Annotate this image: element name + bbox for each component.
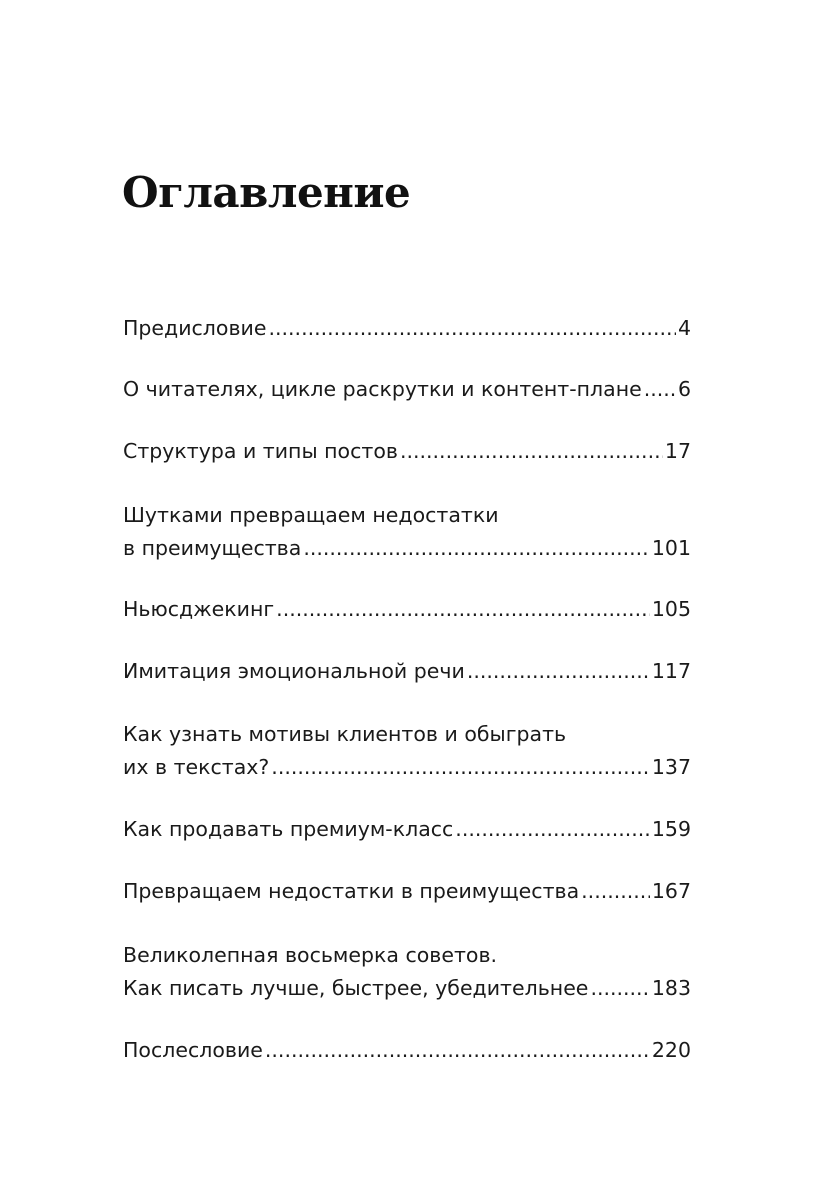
toc-entry-page: 101	[651, 536, 691, 560]
toc-entry-page: 183	[651, 976, 691, 1000]
dot-leader	[644, 373, 676, 406]
toc-entry-jokes[interactable]	[123, 499, 691, 565]
dot-leader	[590, 972, 649, 1005]
toc-entry-premium[interactable]	[123, 813, 691, 846]
toc-entry-structure[interactable]	[123, 435, 691, 468]
toc-entry-motives[interactable]	[123, 718, 691, 784]
toc-entry-title-line1: Великолепная восьмерка советов.	[123, 943, 498, 967]
dot-leader	[467, 655, 650, 688]
dot-leader	[276, 593, 650, 626]
dot-leader	[303, 532, 650, 565]
dot-leader	[271, 751, 650, 784]
page-title: Оглавление	[122, 168, 411, 217]
toc-entry-page: 159	[651, 817, 691, 841]
toc-entry-page: 105	[651, 597, 691, 621]
toc-entry-page: 117	[651, 659, 691, 683]
toc-entry-flaws-to-benefits[interactable]	[123, 875, 691, 908]
toc-entry-page: 220	[651, 1038, 691, 1062]
toc-entry-page: 17	[664, 439, 691, 463]
toc-entry-eight-tips[interactable]	[123, 939, 691, 1005]
toc-entry-title-line1: Шутками превращаем недостатки	[123, 503, 499, 527]
dot-leader	[455, 813, 650, 846]
toc-entry-title: Имитация эмоциональной речи	[123, 659, 465, 683]
toc-entry-title: Как писать лучше, быстрее, убедительнее	[123, 976, 589, 1000]
dot-leader	[581, 875, 650, 908]
dot-leader	[265, 1034, 650, 1067]
toc-entry-title: Ньюсджекинг	[123, 597, 275, 621]
toc-entry-title: их в текстах?	[123, 755, 270, 779]
toc-entry-readers[interactable]	[123, 373, 691, 406]
toc-entry-title: О читателях, цикле раскрутки и контент-плане	[123, 377, 642, 401]
toc-entry-page: 167	[651, 879, 691, 903]
toc-entry-title: в преимущества	[123, 536, 302, 560]
toc-entry-title-line1: Как узнать мотивы клиентов и обыграть	[123, 722, 567, 746]
toc-entry-title: Превращаем недостатки в преимущества	[123, 879, 580, 903]
toc-entry-title: Как продавать премиум-класс	[123, 817, 454, 841]
toc-entry-title: Предисловие	[123, 316, 267, 340]
toc-entry-newsjacking[interactable]	[123, 593, 691, 626]
toc-entry-title: Послесловие	[123, 1038, 263, 1062]
toc-entry-emotional-speech[interactable]	[123, 655, 691, 688]
toc-entry-page: 6	[677, 377, 691, 401]
toc-entry-foreword[interactable]	[123, 312, 691, 345]
dot-leader	[400, 435, 663, 468]
dot-leader	[268, 312, 675, 345]
toc-entry-page: 137	[651, 755, 691, 779]
toc-entry-page: 4	[677, 316, 691, 340]
toc-entry-afterword[interactable]	[123, 1034, 691, 1067]
toc-entry-title: Структура и типы постов	[123, 439, 398, 463]
